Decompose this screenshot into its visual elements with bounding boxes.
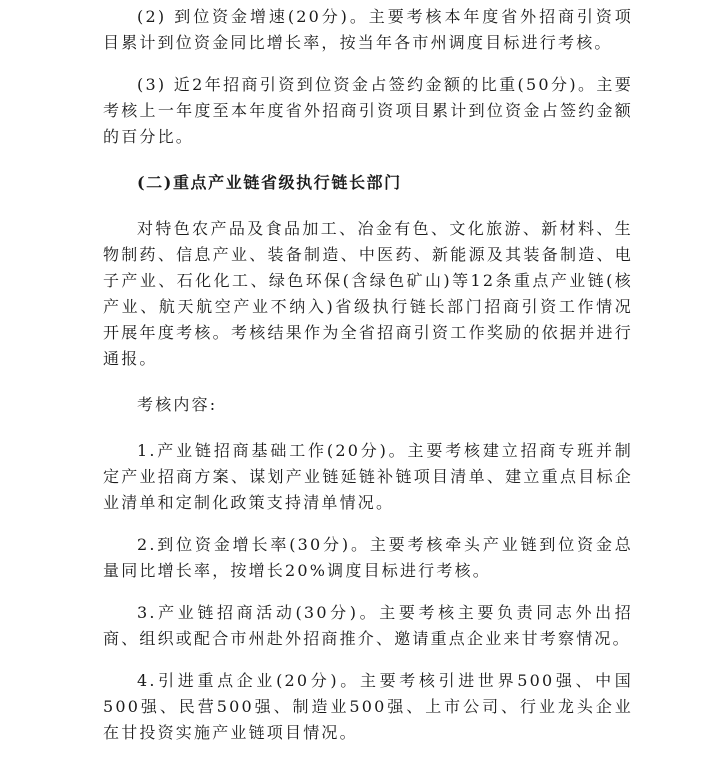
paragraph-item-2-capital-growth-rate: 2.到位资金增长率(30分)。主要考核牵头产业链到位资金总量同比增长率，按增长20%调度目标进行考核。	[103, 535, 633, 580]
paragraph-industry-chain-assessment: 对特色农产品及食品加工、冶金有色、文化旅游、新材料、生物制药、信息产业、装备制造、中医药、新能源及其装备制造、电子产业、石化化工、绿色环保(含绿色矿山)等12条重点产业链(核产业、航天航空产业不纳入)省级执行链长部门招商引资工作情况开展年度考核。考核结果作为全省招商引资工作奖励的依据并进行通报。	[103, 219, 633, 368]
section-heading-industry-chain: (二)重点产业链省级执行链长部门	[137, 173, 402, 192]
paragraph-item-1-basic-work: 1.产业链招商基础工作(20分)。主要考核建立招商专班并制定产业招商方案、谋划产业链延链补链项目清单、建立重点目标企业清单和定制化政策支持清单情况。	[103, 441, 633, 512]
paragraph-item-4-key-enterprises: 4.引进重点企业(20分)。主要考核引进世界500强、中国500强、民营500强、制造业500强、上市公司、行业龙头企业在甘投资实施产业链项目情况。	[103, 671, 633, 742]
paragraph-capital-ratio: (3) 近2年招商引资到位资金占签约金额的比重(50分)。主要考核上一年度至本年度省外招商引资项目累计到位资金占签约金额的百分比。	[103, 75, 633, 146]
paragraph-capital-growth: (2) 到位资金增速(20分)。主要考核本年度省外招商引资项目累计到位资金同比增长率，按当年各市州调度目标进行考核。	[103, 7, 633, 52]
paragraph-item-3-investment-activities: 3.产业链招商活动(30分)。主要考核主要负责同志外出招商、组织或配合市州赴外招商推介、邀请重点企业来甘考察情况。	[103, 603, 633, 648]
document-page	[103, 0, 633, 746]
assessment-content-label: 考核内容:	[137, 395, 218, 414]
